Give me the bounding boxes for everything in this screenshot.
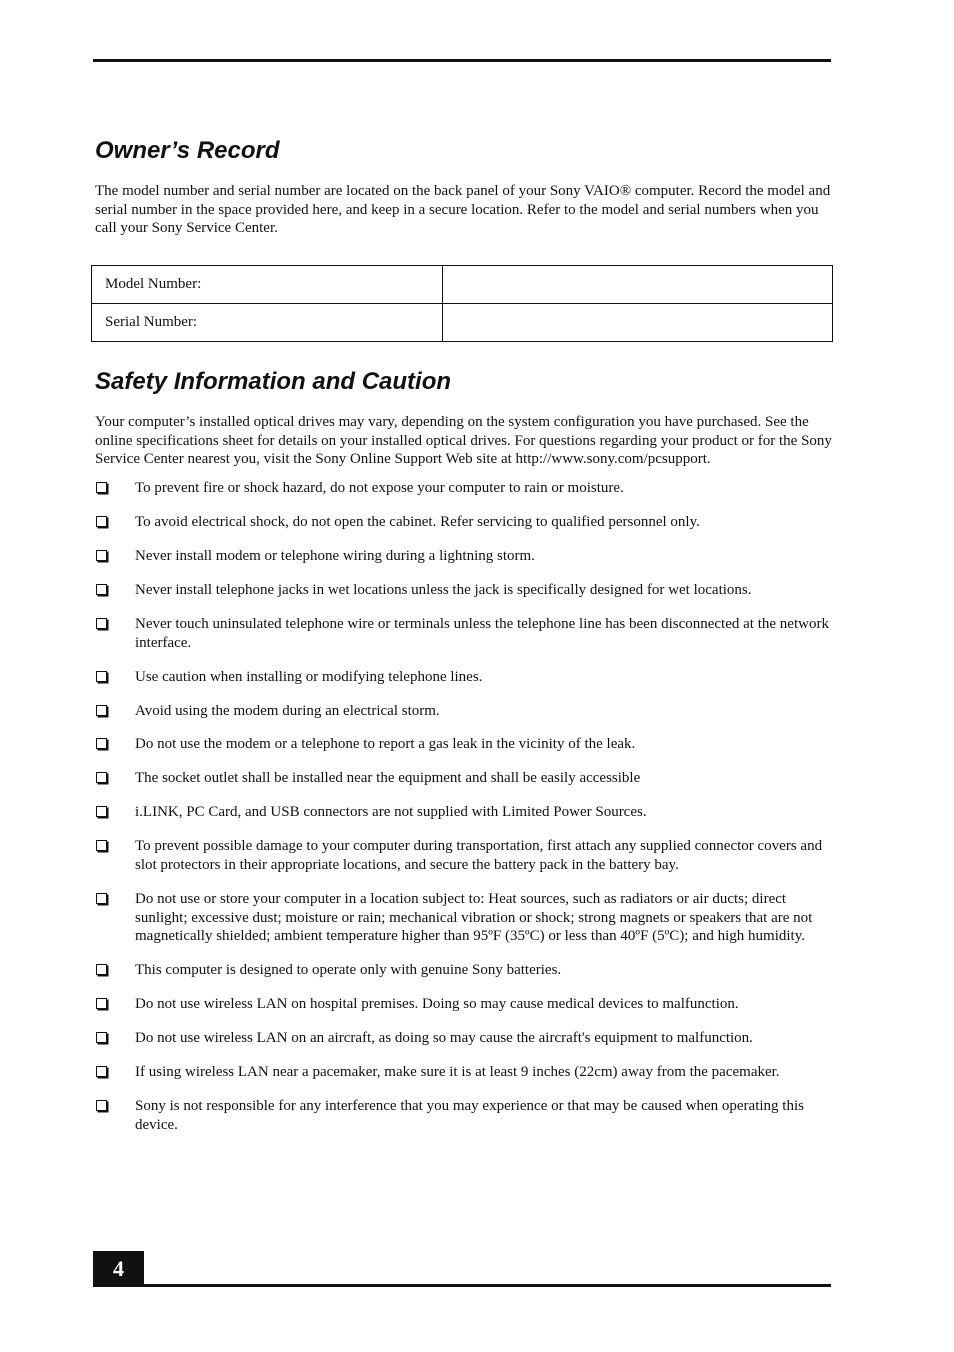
list-item [95,513,833,532]
list-item [95,995,833,1014]
list-item [95,803,833,822]
list-item-text: Sony is not responsible for any interference that you may experience or that may be caused when operating this device. [135,1098,804,1133]
list-item [95,547,833,566]
list-item [95,668,833,687]
list-item-text: Never touch uninsulated telephone wire or terminals unless the telephone line has been disconnected at the network interface. [135,615,829,651]
list-item-text: Do not use the modem or a telephone to report a gas leak in the vicinity of the leak. [135,736,636,753]
list-item [95,735,833,754]
model-number-label: Model Number: [92,266,443,304]
checkbox-bullet-icon [96,738,107,749]
list-item [95,837,833,874]
checkbox-bullet-icon [96,705,107,716]
list-item-text: Use caution when installing or modifying telephone lines. [135,668,483,685]
list-item [95,1063,833,1082]
checkbox-bullet-icon [96,516,107,527]
checkbox-bullet-icon [96,618,107,629]
owners-record-intro: The model number and serial number are located on the back panel of your Sony VAIO® computer. Record the model and serial number in the space provided here, and keep in a secure location. Refer to the model and serial numbers when you call your Sony Service Center. [95,183,831,236]
list-item-text: The socket outlet shall be installed near the equipment and shall be easily accessible [135,770,641,787]
list-item-text: Do not use wireless LAN on hospital premises. Doing so may cause medical devices to malfunction. [135,996,739,1013]
list-item-text: i.LINK, PC Card, and USB connectors are not supplied with Limited Power Sources. [135,804,647,821]
list-item-text: To prevent possible damage to your computer during transportation, first attach any supplied connector covers and slot protectors in their appropriate locations, and secure the battery pack in the battery bay. [135,838,823,874]
serial-number-label: Serial Number: [92,304,443,342]
checkbox-bullet-icon [96,482,107,493]
list-item-text: If using wireless LAN near a pacemaker, make sure it is at least 9 inches (22cm) away from the pacemaker. [135,1064,780,1081]
checkbox-bullet-icon [96,964,107,975]
checkbox-bullet-icon [96,584,107,595]
list-item-text: To avoid electrical shock, do not open the cabinet. Refer servicing to qualified personnel only. [135,513,700,530]
safety-heading: Safety Information and Caution [95,368,452,395]
safety-list [95,479,833,1150]
list-item [95,581,833,600]
checkbox-bullet-icon [96,840,107,851]
top-rule [93,59,831,62]
checkbox-bullet-icon [96,772,107,783]
safety-intro: Your computer’s installed optical drives may vary, depending on the system configuration you have purchased. See the online specifications sheet for details on your installed optical drives. For questions regarding your product or for the Sony Service Center nearest you, visit the Sony Online Support Web site at http://www.sony.com/pcsupport. [95,414,832,467]
checkbox-bullet-icon [96,806,107,817]
list-item [95,479,833,498]
list-item-text: This computer is designed to operate only with genuine Sony batteries. [135,962,562,979]
owners-record-table [91,265,833,342]
table-row [92,266,833,304]
serial-number-field[interactable] [443,304,833,342]
list-item [95,1097,833,1134]
checkbox-bullet-icon [96,893,107,904]
page-number: 4 [93,1251,144,1287]
checkbox-bullet-icon [96,550,107,561]
list-item [95,890,833,946]
table-row [92,304,833,342]
list-item-text: Never install telephone jacks in wet locations unless the jack is specifically designed for wet locations. [135,581,752,598]
list-item-text: Do not use or store your computer in a location subject to: Heat sources, such as radiators or air ducts; direct sunlight; excessive dust; moisture or rain; mechanical vibration or shock; strong magnets or speakers that are not magnetically shielded; ambient temperature higher than 95ºF (35ºC) or less than 40ºF (5ºC); and high humidity. [135,891,813,945]
list-item [95,702,833,721]
checkbox-bullet-icon [96,998,107,1009]
model-number-field[interactable] [443,266,833,304]
checkbox-bullet-icon [96,1066,107,1077]
checkbox-bullet-icon [96,1100,107,1111]
list-item [95,1029,833,1048]
list-item [95,615,833,652]
list-item-text: To prevent fire or shock hazard, do not expose your computer to rain or moisture. [135,480,624,496]
bottom-rule [144,1284,831,1287]
list-item-text: Do not use wireless LAN on an aircraft, as doing so may cause the aircraft's equipment to malfunction. [135,1030,753,1047]
owners-record-heading: Owner’s Record [95,137,280,164]
checkbox-bullet-icon [96,1032,107,1043]
list-item [95,769,833,788]
list-item-text: Avoid using the modem during an electrical storm. [135,702,440,719]
list-item [95,961,833,980]
checkbox-bullet-icon [96,671,107,682]
list-item-text: Never install modem or telephone wiring during a lightning storm. [135,547,535,564]
